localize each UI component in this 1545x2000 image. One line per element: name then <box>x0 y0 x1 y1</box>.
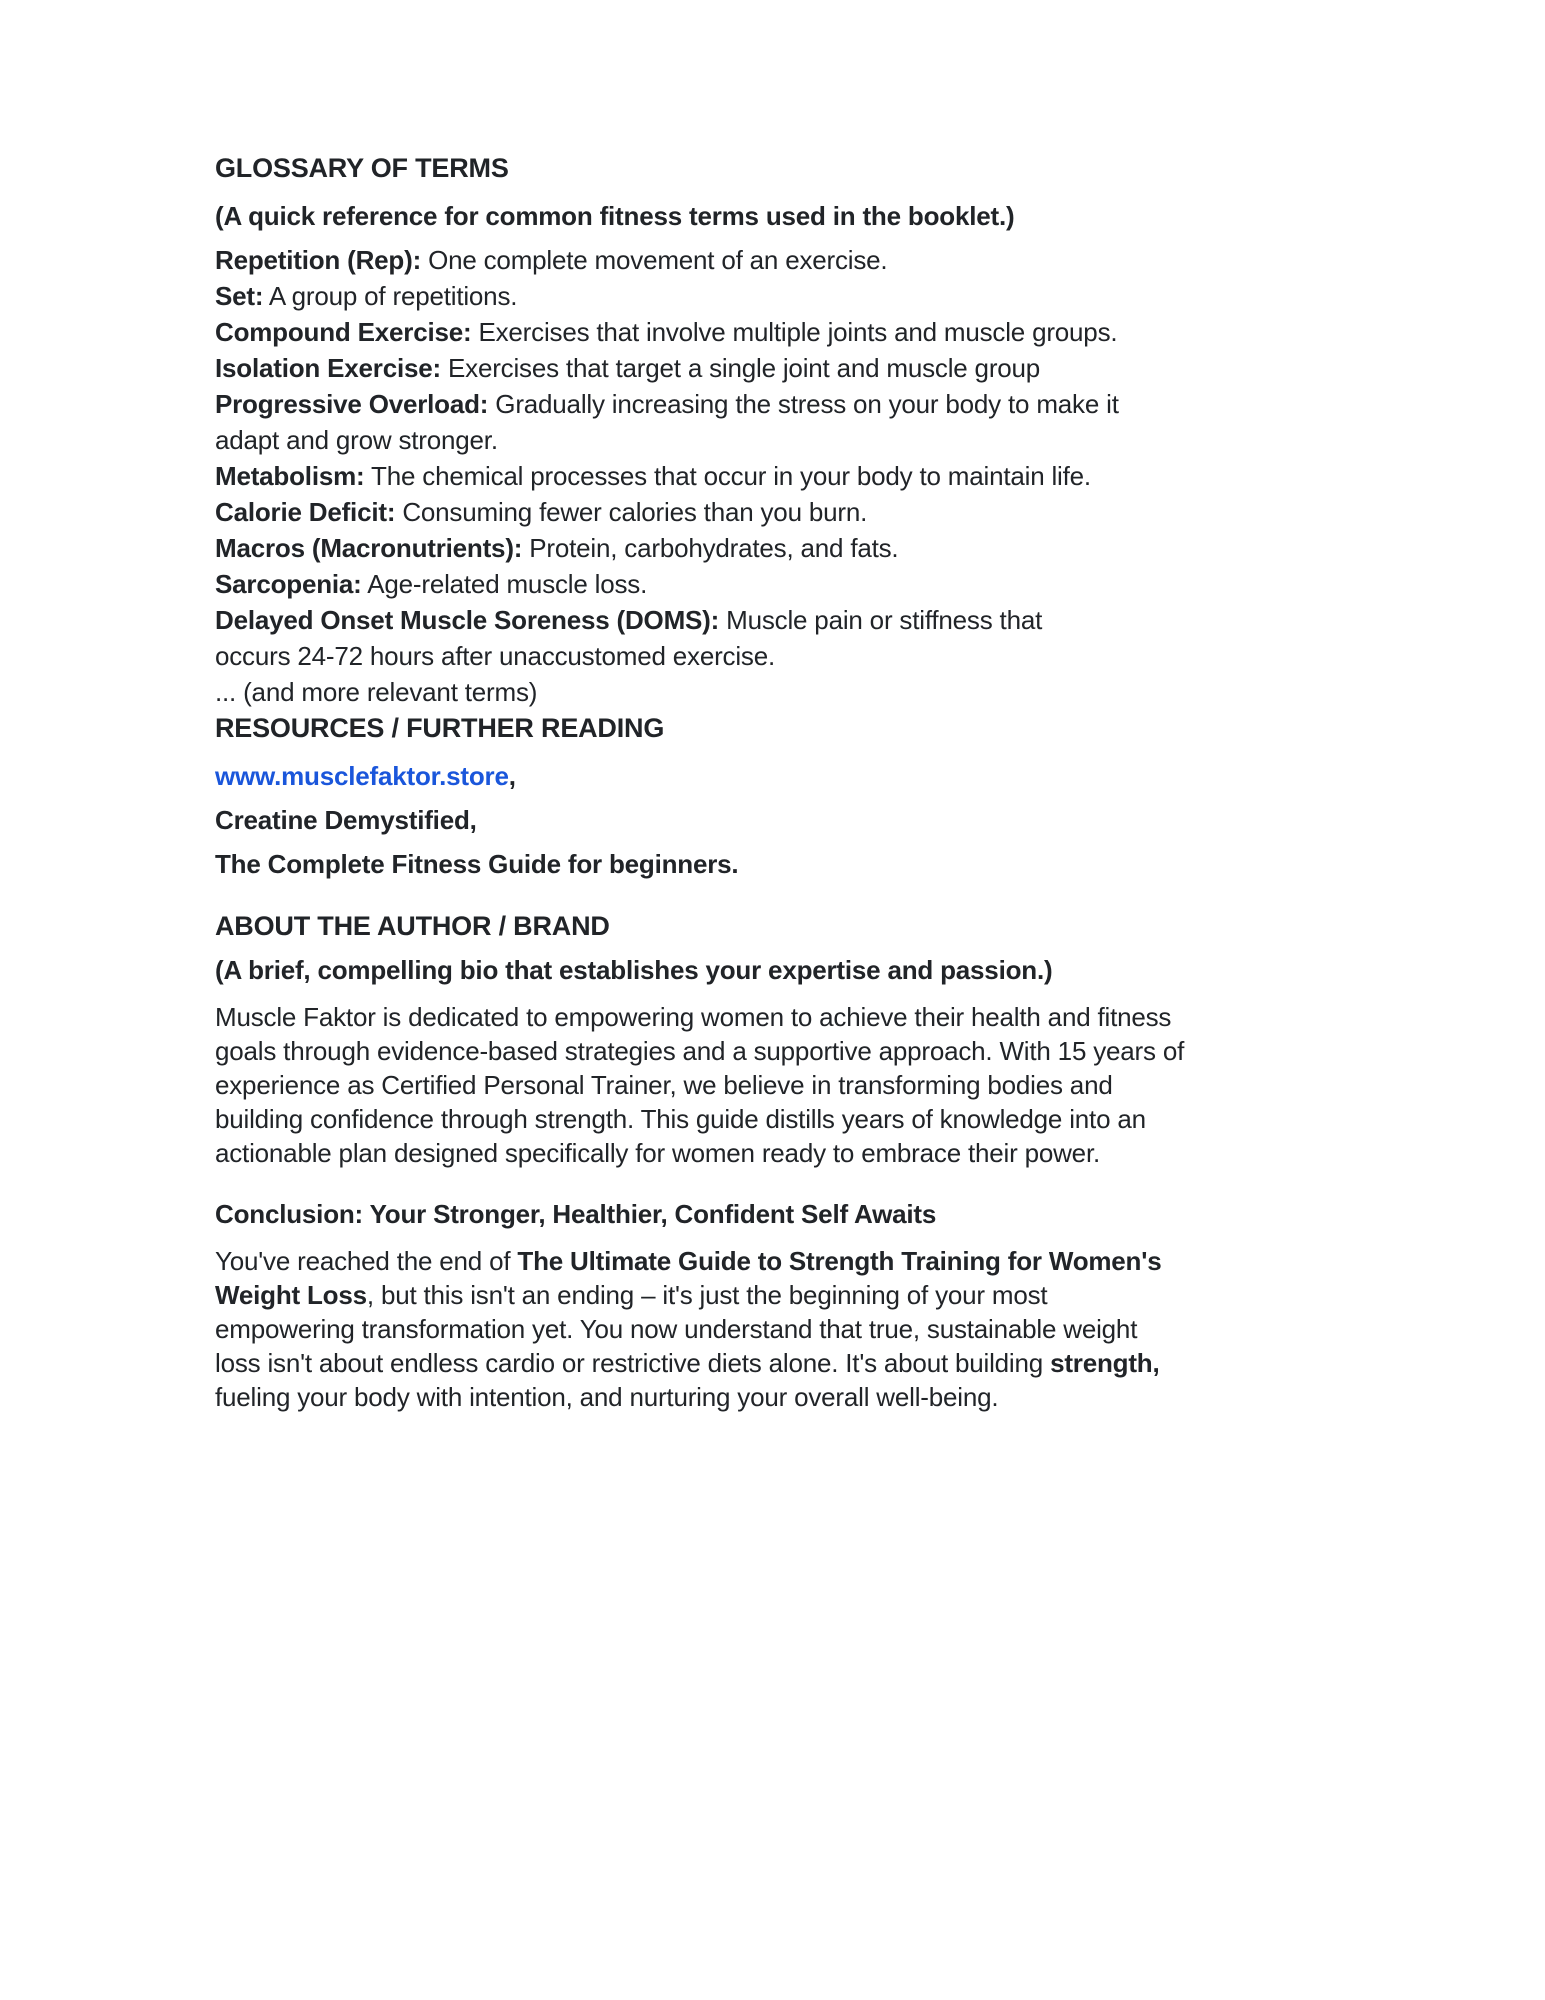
term-definition: The chemical processes that occur in your body to maintain life. <box>371 461 1091 491</box>
glossary-subheading: (A quick reference for common fitness terms used in the booklet.) <box>215 201 1015 231</box>
about-paragraph <box>215 1000 1450 1170</box>
paragraph-line: goals through evidence-based strategies and a supportive approach. With 15 years of <box>215 1036 1185 1066</box>
glossary-term <box>215 350 1450 386</box>
about-subheading: (A brief, compelling bio that establishes your expertise and passion.) <box>215 955 1053 985</box>
term-definition: Age-related muscle loss. <box>367 569 648 599</box>
conclusion-heading: Conclusion: Your Stronger, Healthier, Confident Self Awaits <box>215 1199 937 1229</box>
bold-text-segment: The Ultimate Guide to Strength Training for Women's <box>517 1246 1162 1276</box>
paragraph-line <box>215 1380 1450 1414</box>
resources-link-line <box>215 758 1450 794</box>
glossary-term <box>215 566 1450 602</box>
term-label: Repetition (Rep): <box>215 245 422 275</box>
glossary-term <box>215 494 1450 530</box>
resource-item: Creatine Demystified, <box>215 805 477 835</box>
term-definition: A group of repetitions. <box>268 281 518 311</box>
term-label: Metabolism: <box>215 461 365 491</box>
paragraph-line <box>215 1278 1450 1312</box>
term-definition: Protein, carbohydrates, and fats. <box>529 533 899 563</box>
paragraph-line <box>215 1346 1450 1380</box>
resources-heading: RESOURCES / FURTHER READING <box>215 713 665 743</box>
resources-link[interactable]: www.musclefaktor.store <box>215 761 509 791</box>
paragraph-line: building confidence through strength. This guide distills years of knowledge into an <box>215 1104 1146 1134</box>
link-suffix: , <box>508 761 516 791</box>
paragraph-line: actionable plan designed specifically for women ready to embrace their power. <box>215 1138 1100 1168</box>
term-definition: Consuming fewer calories than you burn. <box>402 497 868 527</box>
bold-text-segment: Weight Loss <box>215 1280 367 1310</box>
term-definition: Exercises that target a single joint and muscle group <box>448 353 1041 383</box>
conclusion-paragraph <box>215 1244 1450 1414</box>
glossary-term-list <box>215 242 1450 746</box>
about-heading: ABOUT THE AUTHOR / BRAND <box>215 911 610 941</box>
paragraph-line: Muscle Faktor is dedicated to empowering women to achieve their health and fitness <box>215 1002 1172 1032</box>
term-definition-continued: adapt and grow stronger. <box>215 425 498 455</box>
term-label: Macros (Macronutrients): <box>215 533 523 563</box>
bold-text-segment: strength, <box>1050 1348 1160 1378</box>
glossary-term <box>215 602 1450 674</box>
resource-item: The Complete Fitness Guide for beginners. <box>215 849 739 879</box>
text-segment: loss isn't about endless cardio or restrictive diets alone. It's about building <box>215 1348 1051 1378</box>
text-segment: fueling your body with intention, and nurturing your overall well-being. <box>215 1382 999 1412</box>
term-definition: Gradually increasing the stress on your body to make it <box>495 389 1119 419</box>
term-label: Calorie Deficit: <box>215 497 396 527</box>
paragraph-line <box>215 1244 1450 1278</box>
term-definition: Exercises that involve multiple joints and muscle groups. <box>478 317 1118 347</box>
glossary-term <box>215 242 1450 278</box>
paragraph-line <box>215 1312 1450 1346</box>
term-label: Progressive Overload: <box>215 389 489 419</box>
term-label: Isolation Exercise: <box>215 353 441 383</box>
term-definition: One complete movement of an exercise. <box>428 245 888 275</box>
term-definition: Muscle pain or stiffness that <box>726 605 1043 635</box>
text-segment: , but this isn't an ending – it's just the beginning of your most <box>366 1280 1048 1310</box>
glossary-term <box>215 314 1450 350</box>
term-label: Set: <box>215 281 264 311</box>
text-segment: You've reached the end of <box>215 1246 518 1276</box>
text-segment: empowering transformation yet. You now understand that true, sustainable weight <box>215 1314 1138 1344</box>
paragraph-line: experience as Certified Personal Trainer, we believe in transforming bodies and <box>215 1070 1113 1100</box>
glossary-term <box>215 278 1450 314</box>
glossary-term <box>215 386 1450 458</box>
glossary-heading: GLOSSARY OF TERMS <box>215 153 509 183</box>
term-label: Sarcopenia: <box>215 569 362 599</box>
glossary-more-note: ... (and more relevant terms) <box>215 677 538 707</box>
term-label: Delayed Onset Muscle Soreness (DOMS): <box>215 605 720 635</box>
glossary-term <box>215 458 1450 494</box>
glossary-term <box>215 530 1450 566</box>
term-label: Compound Exercise: <box>215 317 472 347</box>
term-definition-continued: occurs 24-72 hours after unaccustomed exercise. <box>215 641 775 671</box>
